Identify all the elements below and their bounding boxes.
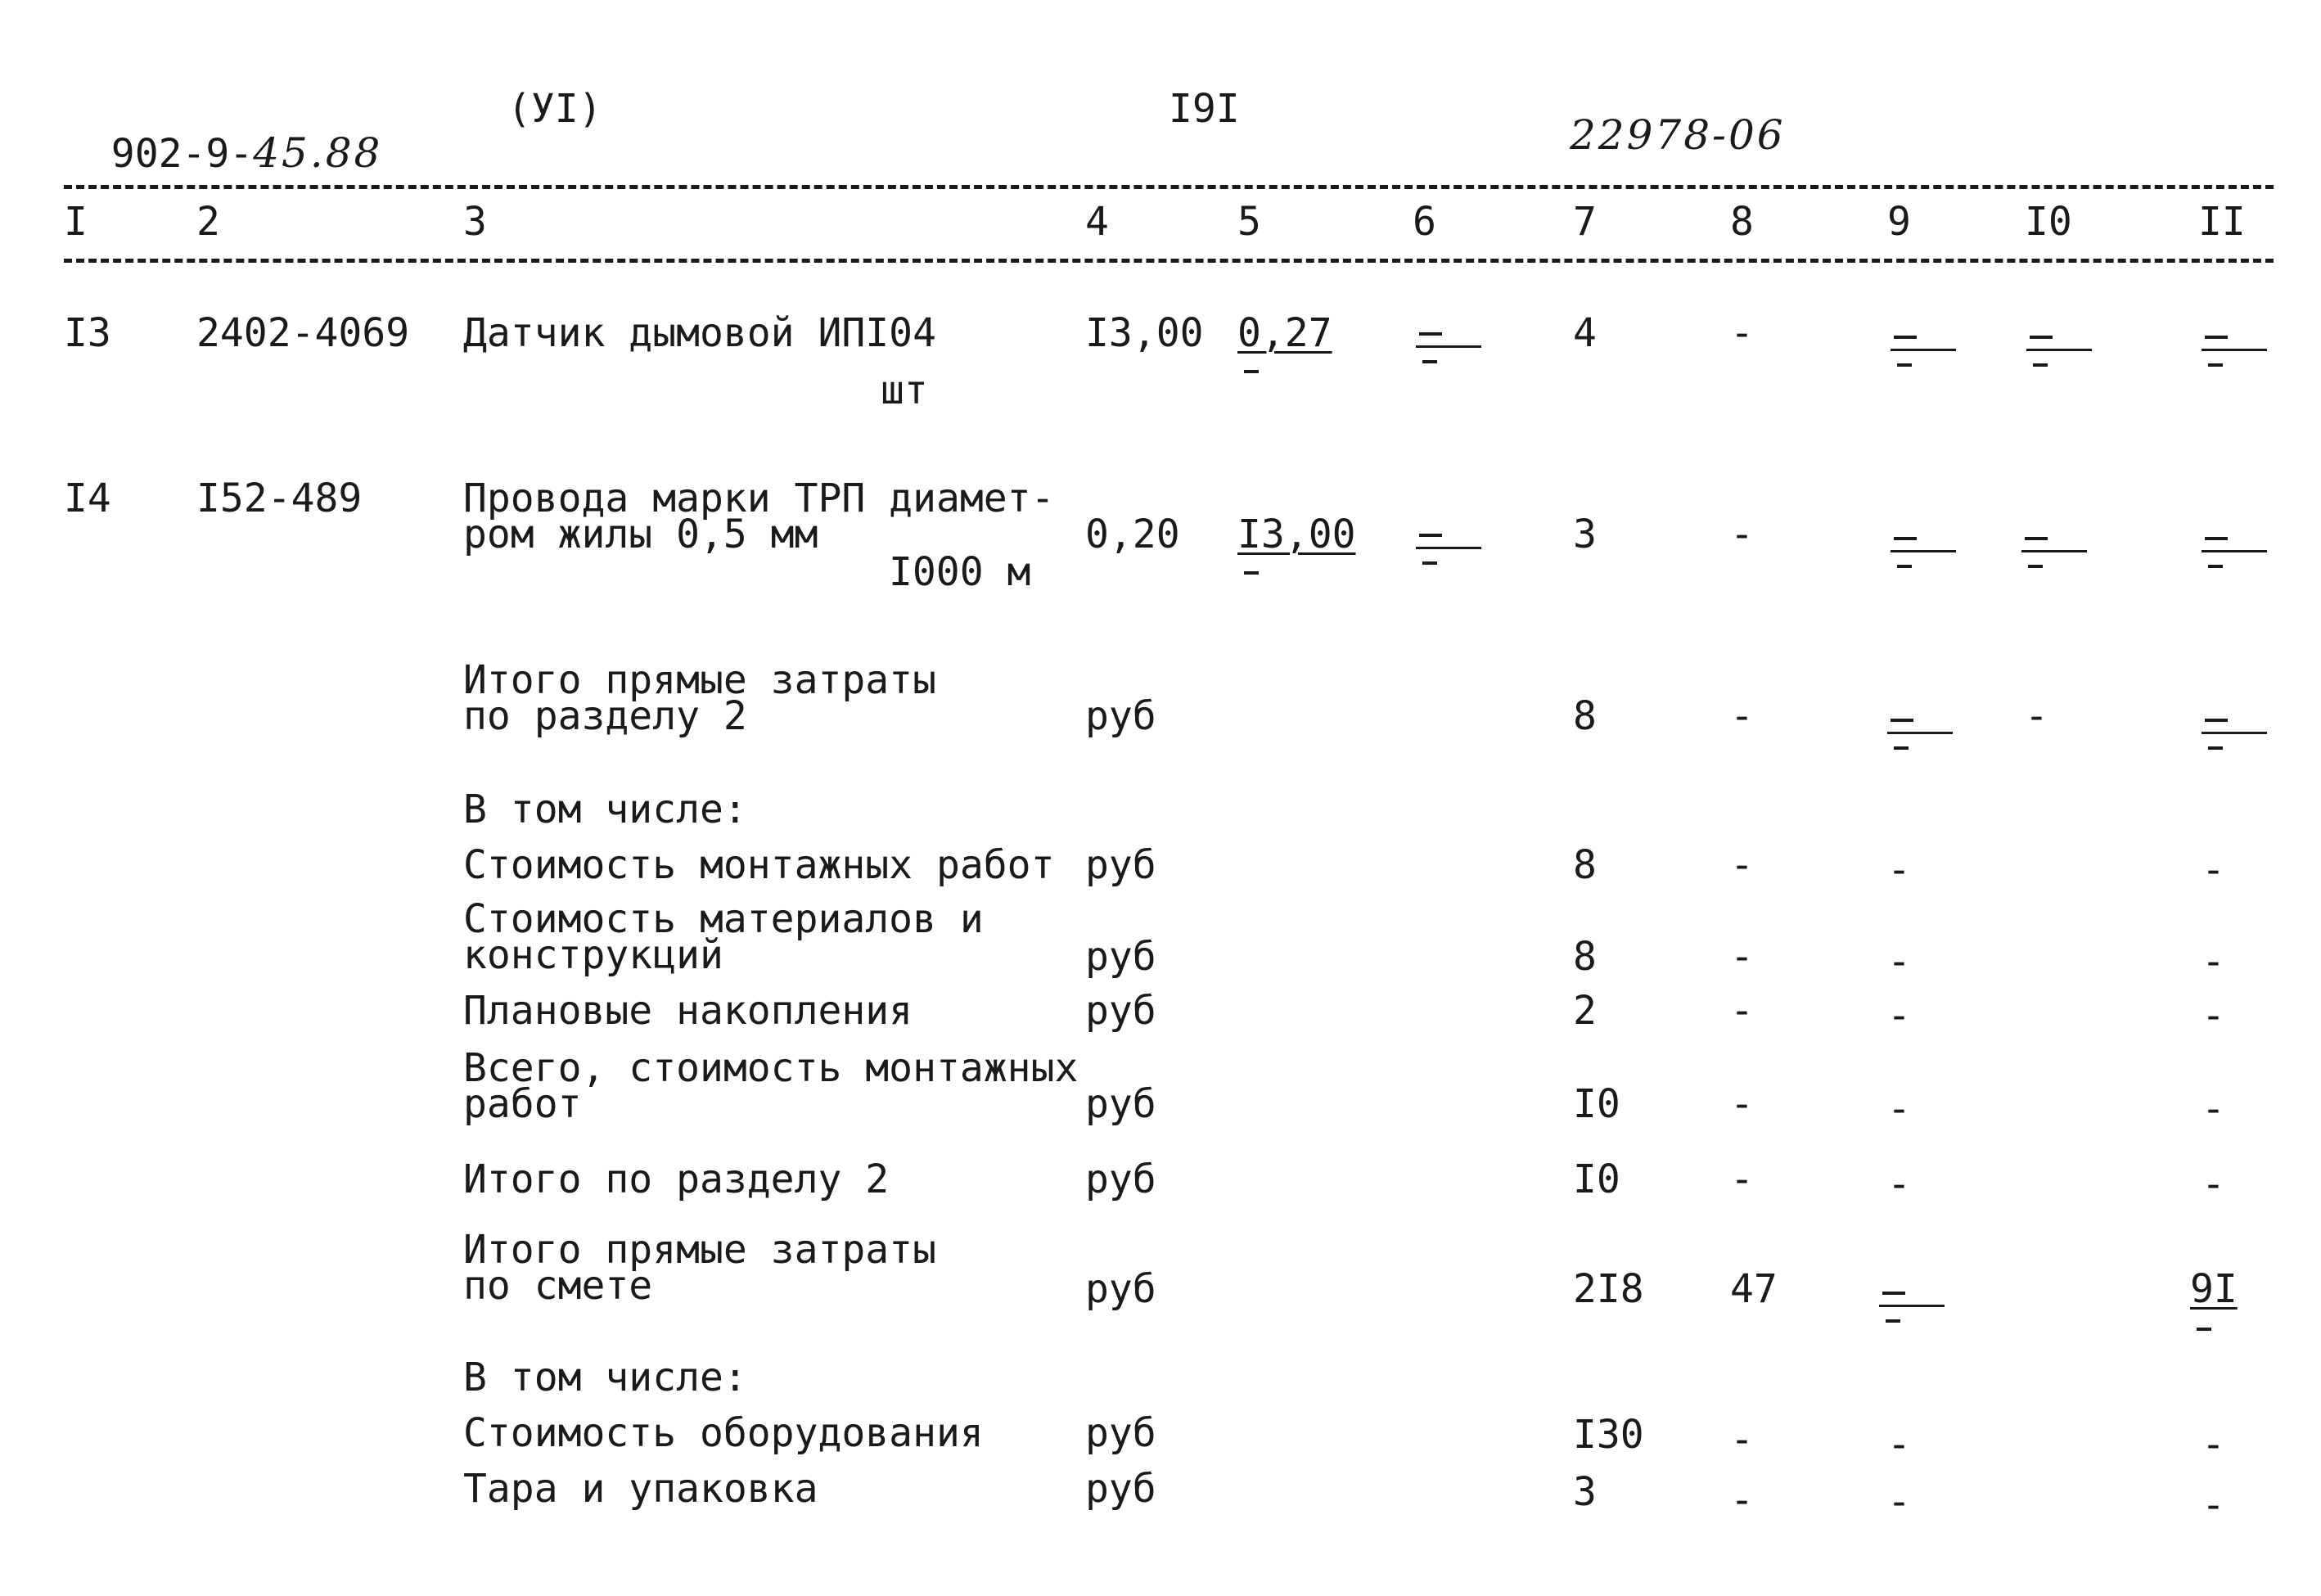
row-13-code: 2402-4069 [196,310,410,356]
planned-savings-col9: - [1887,993,1911,1039]
row-14-name-line2: ром жилы 0,5 мм [463,512,818,557]
col-header-5: 5 [1237,199,1261,245]
row-13-col5: 0,27 [1237,310,1332,356]
including-label-2: В том числе: [463,1355,747,1400]
col-header-10: I0 [2025,199,2072,245]
materials-cost-col7: 8 [1573,934,1597,980]
total-direct-estimate-line1: Итого прямые затраты [463,1227,936,1273]
total-install-col11: - [2202,1086,2225,1132]
row-13-col4: I3,00 [1085,310,1204,356]
col-header-1: I [64,199,88,245]
planned-savings-col8: - [1730,988,1754,1034]
total-section2-col7: I0 [1573,1156,1620,1202]
total-install-col9: - [1887,1086,1911,1132]
page-number: I9I [1169,86,1240,132]
planned-savings-col11: - [2202,993,2225,1039]
col-header-3: 3 [463,199,487,245]
materials-cost-line2: конструкций [463,932,723,978]
row-14-col4: 0,20 [1085,512,1180,557]
materials-cost-unit: руб [1085,934,1156,980]
total-direct-estimate-col7: 2I8 [1573,1266,1644,1312]
row-13-col8: - [1730,310,1754,356]
row-14-unit: I000 м [889,549,1031,595]
packaging-col7: 3 [1573,1469,1597,1515]
total-install-col8: - [1730,1081,1754,1127]
row-14-name-line1: Провода марки ТРП диамет- [463,476,1055,521]
total-direct-section2-line2: по разделу 2 [463,693,747,739]
document-code [64,97,383,177]
col-header-9: 9 [1887,199,1911,245]
row-14-col10-empty-fraction [2021,537,2087,570]
install-cost-label: Стоимость монтажных работ [463,842,1055,888]
materials-cost-col11: - [2202,939,2225,985]
equipment-cost-label: Стоимость оборудования [463,1410,984,1456]
row-13-col7: 4 [1573,310,1597,356]
total-section2-label: Итого по разделу 2 [463,1156,890,1202]
row-14-col11-empty-fraction [2202,537,2267,570]
materials-cost-line1: Стоимость материалов и [463,896,984,942]
col-header-2: 2 [196,199,220,245]
install-cost-col8: - [1730,842,1754,888]
total-direct-estimate-line2: по смете [463,1263,653,1309]
total-install-unit: руб [1085,1081,1156,1127]
total-section2-col9: - [1887,1161,1911,1207]
document-code-prefix: 902-9- [110,131,254,177]
row-13-col5-subdash [1244,370,1259,373]
equipment-cost-col8: - [1730,1417,1754,1463]
install-cost-col9: - [1887,847,1911,893]
install-cost-unit: руб [1085,842,1156,888]
row-14-col6-empty-fraction [1416,534,1481,566]
sheet-code: 22978-06 [1570,111,1786,159]
materials-cost-col9: - [1887,939,1911,985]
install-cost-col7: 8 [1573,842,1597,888]
packaging-col9: - [1887,1479,1911,1525]
document-code-handwritten: 45.88 [253,129,383,177]
planned-savings-col7: 2 [1573,988,1597,1034]
total-direct-section2-col10: - [2025,693,2048,739]
planned-savings-label: Плановые накопления [463,988,913,1034]
packaging-label: Тара и упаковка [463,1466,818,1512]
packaging-col11: - [2202,1482,2225,1528]
total-direct-section2-col7: 8 [1573,693,1597,739]
col-header-6: 6 [1413,199,1436,245]
col-header-11: II [2198,199,2246,245]
planned-savings-unit: руб [1085,988,1156,1034]
row-13-col9-empty-fraction [1891,336,1956,368]
col-header-8: 8 [1730,199,1754,245]
row-13-number: I3 [64,310,111,356]
total-section2-col8: - [1730,1156,1754,1202]
total-install-line1: Всего, стоимость монтажных [463,1045,1079,1091]
equipment-cost-unit: руб [1085,1410,1156,1456]
row-13-col10-empty-fraction [2026,336,2092,368]
total-direct-estimate-unit: руб [1085,1266,1156,1312]
total-direct-estimate-col11-subdash [2197,1328,2211,1331]
packaging-unit: руб [1085,1466,1156,1512]
total-install-line2: работ [463,1081,582,1127]
equipment-cost-col7: I30 [1573,1412,1644,1458]
total-direct-section2-col11-fraction [2202,719,2267,751]
total-section2-col11: - [2202,1161,2225,1207]
total-install-col7: I0 [1573,1081,1620,1127]
row-14-col7: 3 [1573,512,1597,557]
row-14-col9-empty-fraction [1891,537,1956,570]
total-direct-estimate-col11: 9I [2190,1266,2238,1312]
total-direct-estimate-col9-fraction [1879,1292,1945,1324]
total-section2-unit: руб [1085,1156,1156,1202]
row-14-col5-subdash [1244,571,1259,575]
install-cost-col11: - [2202,847,2225,893]
row-13-unit: шт [881,367,928,413]
materials-cost-col8: - [1730,934,1754,980]
row-13-col11-empty-fraction [2202,336,2267,368]
equipment-cost-col9: - [1887,1422,1911,1468]
header-bottom-rule [64,259,2274,263]
total-direct-section2-unit: руб [1085,693,1156,739]
col-header-4: 4 [1085,199,1109,245]
section-label: (УI) [507,86,602,132]
total-direct-section2-col9-fraction [1887,719,1953,751]
including-label-1: В том числе: [463,787,747,832]
row-14-col5: I3,00 [1237,512,1356,557]
col-header-7: 7 [1573,199,1597,245]
row-14-col8: - [1730,512,1754,557]
row-13-name: Датчик дымовой ИПI04 [463,310,936,356]
row-14-number: I4 [64,476,111,521]
packaging-col8: - [1730,1477,1754,1523]
header-top-rule [64,185,2274,189]
total-direct-estimate-col8: 47 [1730,1266,1778,1312]
row-13-col6-empty-fraction [1416,332,1481,365]
equipment-cost-col11: - [2202,1422,2225,1468]
total-direct-section2-line1: Итого прямые затраты [463,657,936,703]
row-14-code: I52-489 [196,476,363,521]
total-direct-section2-col8: - [1730,693,1754,739]
